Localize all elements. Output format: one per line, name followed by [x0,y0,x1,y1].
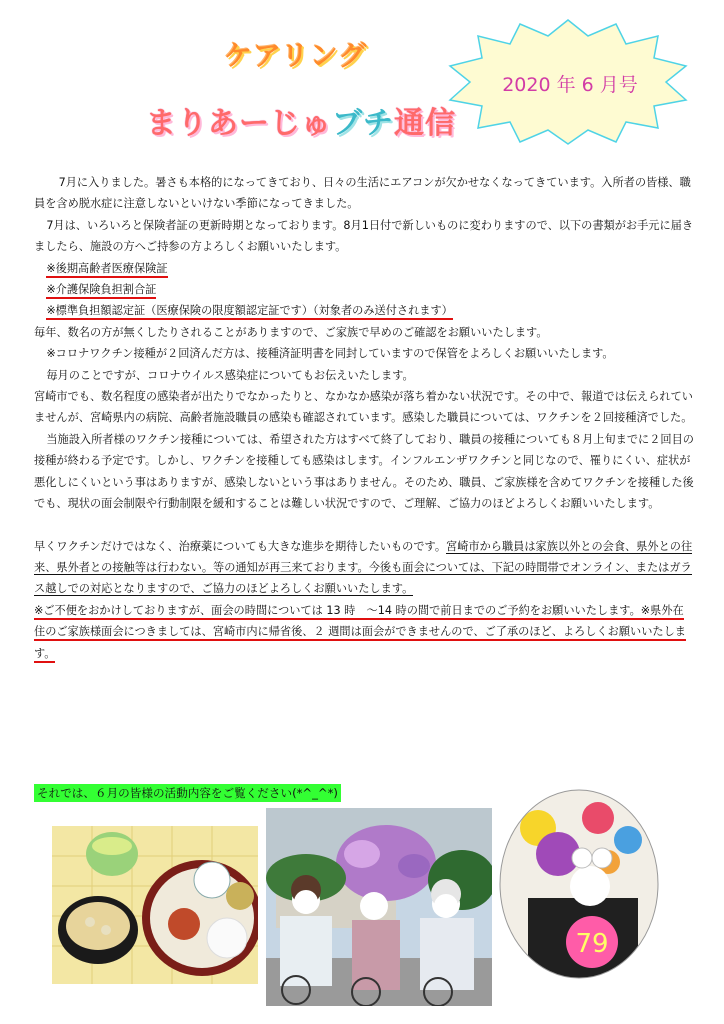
paragraph-vaccine-certificate: ※コロナワクチン接種が２回済んだ方は、接種済証明書を同封していますので保管をよろしくお願いいたします。 [46,347,614,361]
title-part-b: ブチ [332,106,394,141]
paragraph-visits-b: 宮崎市から職員は家族以外との会食、県外との往来、県外者との接触等は行わない。等の通知が再三来ております。今後も面会については、下記の時間帯でオンライン、またはガラス越しでの対応となりますので、ご協力のほどよろしくお願いいたします。 [34,539,693,596]
paragraph-covid-status: 宮崎市でも、数名程度の感染者が出たりでなかったりと、なかなか感染が落ち着かない状況です。その中で、報道では伝えられていませんが、宮崎県内の病院、高齢者施設職員の感染も確認されています。感染した職員については、ワクチンを２回接種済でした。 [34,390,693,425]
paragraph-covid-intro: 毎月のことですが、コロナウイルス感染症についてもお伝えいたします。 [46,368,414,382]
insurance-item-2: ※介護保険負担割合証 [34,279,694,300]
newsletter-title-line1: ケアリング [224,39,368,72]
paragraph-insurance: 7月は、いろいろと保険者証の更新時期となっております。8月1日付で新しいものに変わりますので、以下の書類がお手元に届きましたら、施設の方へご持参の方よろしくお願いいたします。 [34,218,694,254]
newsletter-body [34,172,694,664]
paragraph-visits [34,536,694,600]
title-part-a: まりあーじゅ [146,106,332,141]
paragraph-vaccination: 当施設入所者様のワクチン接種については、希望された方はすべて終了しており、職員の接種についても８月上旬までに２回目の接種が終わる予定です。しかし、ワクチンを接種しても感染はします。インフルエンザワクチンと同じなので、罹りにくい、症状が悪化しにくいという事はありますが、感染しないという事はありません。そのため、職員、ご家族様を含めてワクチンを接種した後でも、現状の面会制限や行動制限を緩和することは難しい状況ですので、ご理解、ご協力のほどよろしくお願いいたします。 [34,432,694,511]
insurance-item-3: ※標準負担額認定証（医療保険の限度額認定証です）（対象者のみ送付されます） [34,300,694,321]
paragraph-confirm: 毎年、数名の方が無くしたりされることがありますので、ご家族で早めのご確認をお願いいたします。 [34,325,548,339]
residents-photo [266,808,492,1006]
paragraph-visits-a: 早くワクチンだけではなく、治療薬についても大きな進歩を期待したいものです。 [34,539,447,553]
meal-photo [52,826,258,984]
paragraph-visit-time: ※ご不便をおかけしておりますが、面会の時間については 13 時 ～14 時の間で前日までのご予約をお願いいたします。※県外在住のご家族様面会につきましては、宮崎市内に帰省後、２ 週間は面会ができませんので、ご了承のほど、よろしくお願いいたします。 [34,600,694,664]
birthday-photo [498,788,660,980]
paragraph-intro: 7月に入りました。暑さも本格的になってきており、日々の生活にエアコンが欠かせなくなってきています。入所者の皆様、職員を含め脱水症に注意しないといけない季節になってきました。 [34,176,691,211]
issue-date: 2020 年 6 月号 [502,74,638,96]
newsletter-title-line2 [146,98,456,142]
birthday-number: 79 [575,929,609,959]
activities-highlight: それでは、６月の皆様の活動内容をご覧ください(*^_^*) [34,784,341,802]
insurance-item-1: ※後期高齢者医療保険証 [34,258,694,279]
title-part-c: 通信 [394,106,456,141]
